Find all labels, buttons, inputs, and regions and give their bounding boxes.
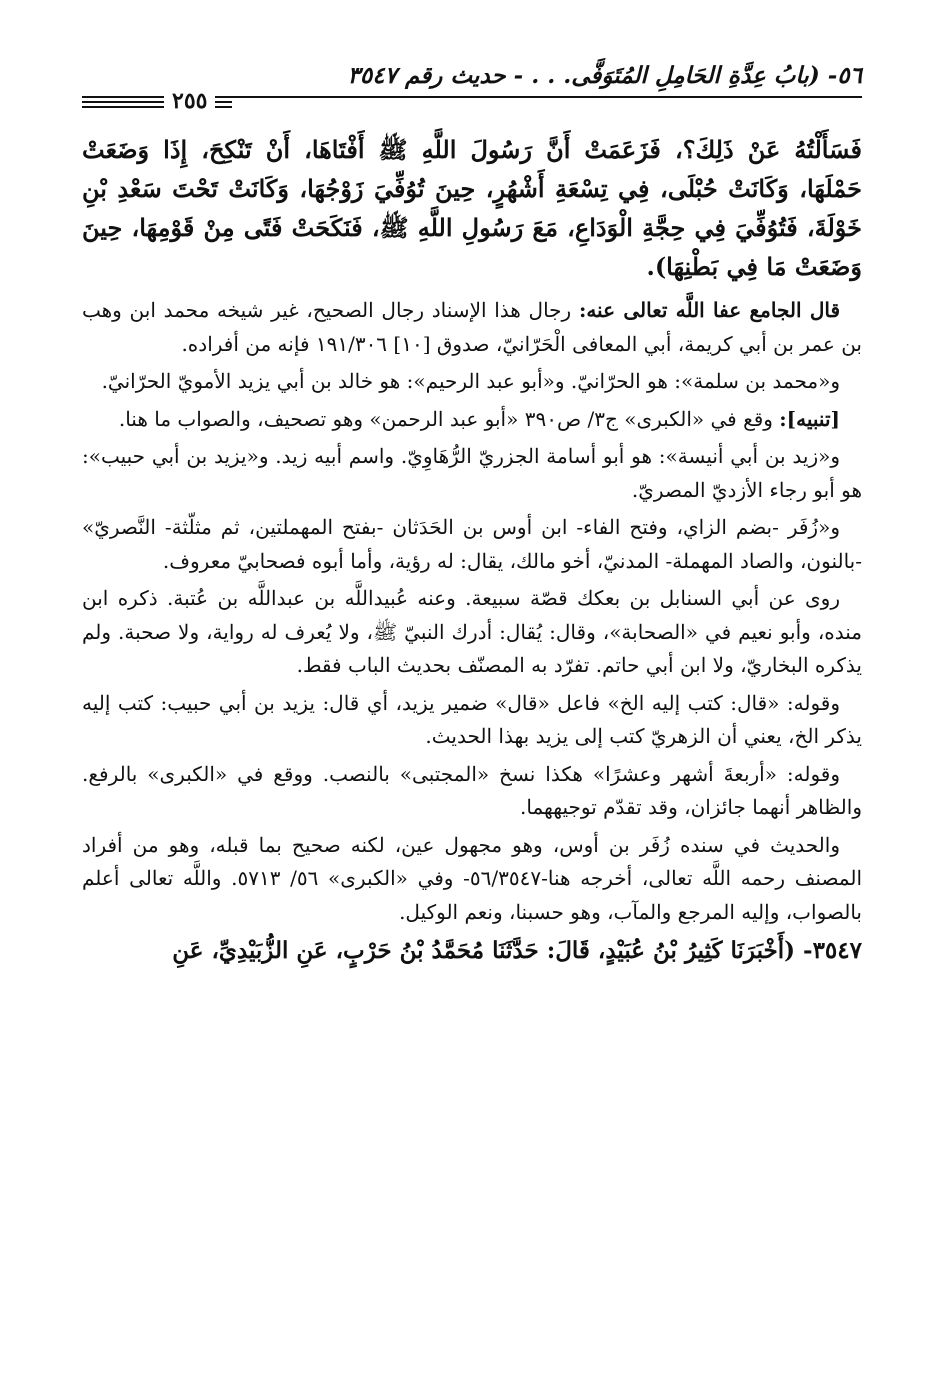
next-hadith-text: ٣٥٤٧- (أَخْبَرَنَا كَثِيرُ بْنُ عُبَيْدٍ، قَالَ: حَدَّثَنَا مُحَمَّدُ بْنُ حَرْبٍ، عَنِ الزُّبَيْدِيِّ، عَنِ: [172, 937, 862, 964]
commentary-paragraph: [82, 687, 862, 754]
commentary-paragraph: [82, 294, 862, 361]
paragraph-lead: قال الجامع عفا اللَّه تعالى عنه:: [578, 298, 841, 322]
page-body: [82, 130, 862, 969]
paragraph-lead: [تنبيه]:: [779, 406, 840, 431]
paragraph-text: وقوله: «قال: كتب إليه الخ» فاعل «قال» ضمير يزيد، أي قال: يزيد بن أبي حبيب: كتب إليه يذكر الخ، يعني أن الزهريّ كتب إلى يزيد بهذا الحديث.: [82, 690, 862, 748]
page-header: [82, 54, 862, 114]
paragraph-text: و«زُفَر -بضم الزاي، وفتح الفاء- ابن أوس بن الحَدَثان -بفتح المهملتين، ثم مثلّثة- النَّصريّ» -بالنون، والصاد المهملة- المدنيّ، أخو مالك، يقال: له رؤية، وأما أبوه فصحابيّ معروف.: [82, 515, 862, 573]
commentary-paragraph: [82, 758, 862, 825]
commentary-paragraph: [82, 582, 862, 683]
commentary-paragraph: [82, 403, 862, 437]
page-number: ٢٥٥: [164, 88, 215, 114]
paragraph-text: روى عن أبي السنابل بن بعكك قصّة سبيعة. وعنه عُبيداللَّه بن عبداللَّه بن عُتبة. ذكره ابن منده، وأبو نعيم في «الصحابة»، وقال: يُقال: أدرك النبيّ ﷺ، ولا يُعرف له رواية، ولا صحبة. ولم يذكره البخاريّ، ولا ابن أبي حاتم. تفرّد به المصنّف بحديث الباب فقط.: [82, 586, 862, 677]
paragraph-text: و«محمد بن سلمة»: هو الحرّانيّ. و«أبو عبد الرحيم»: هو خالد بن أبي يزيد الأمويّ الحرّانيّ.: [101, 369, 840, 393]
commentary-paragraph: [82, 511, 862, 578]
commentary-paragraph: [82, 365, 862, 399]
paragraph-text: و«زيد بن أبي أنيسة»: هو أبو أسامة الجزريّ الرُّهَاوِيّ. واسم أبيه زيد. و«يزيد بن أبي حبيب»: هو أبو رجاء الأزديّ المصريّ.: [82, 444, 862, 502]
hadith-text: فَسَأَلْتُهُ عَنْ ذَلِكَ؟، فَزَعَمَتْ أَنَّ رَسُولَ اللَّهِ ﷺ أَفْتَاهَا، أَنْ تَنْكِحَ، إِذَا وَضَعَتْ حَمْلَهَا، وَكَانَتْ حُبْلَى، فِي تِسْعَةِ أَشْهُرٍ، حِينَ تُوُفِّيَ زَوْجُهَا، وَكَانَتْ تَحْتَ سَعْدِ بْنِ خَوْلَةَ، فَتُوُفِّيَ فِي حِجَّةِ الْوَدَاعِ، مَعَ رَسُولِ اللَّهِ ﷺ، فَنَكَحَتْ فَتًى مِنْ قَوْمِهَا، حِينَ وَضَعَتْ مَا فِي بَطْنِهَا).: [82, 135, 862, 281]
paragraph-text: والحديث في سنده زُفَر بن أوس، وهو مجهول عين، لكنه صحيح بما قبله، وهو من أفراد المصنف رحمه اللَّه تعالى، أخرجه هنا-٥٦/٣٥٤٧- وفي «الكبرى» ٥٦/ ٥٧١٣. واللَّه تعالى أعلم بالصواب، وإليه المرجع والمآب، وهو حسبنا، ونعم الوكيل.: [82, 832, 862, 924]
paragraph-text: وقوله: «أربعةَ أشهر وعشرًا» هكذا نسخ «المجتبى» بالنصب. ووقع في «الكبرى» بالرفع. والظاهر أنهما جائزان، وقد تقدّم توجيههما.: [82, 761, 862, 819]
paragraph-text: وقع في «الكبرى» ج٣/ ص٣٩٠ «أبو عبد الرحمن» وهو تصحيف، والصواب ما هنا.: [118, 406, 780, 431]
commentary-paragraph: [82, 829, 862, 930]
running-title: ٥٦- (بابُ عِدَّةِ الحَامِلِ المُتَوَفَّى. . . - حديث رقم ٣٥٤٧: [347, 62, 862, 89]
commentary-paragraph: [82, 440, 862, 507]
paragraph-text: رجال هذا الإسناد رجال الصحيح، غير شيخه محمد ابن وهب بن عمر بن أبي كريمة، أبي المعافى الْحَرّانيّ، صدوق [١٠] ١٩١/٣٠٦ فإنه من أفراده.: [82, 298, 862, 356]
book-page: [82, 54, 862, 969]
